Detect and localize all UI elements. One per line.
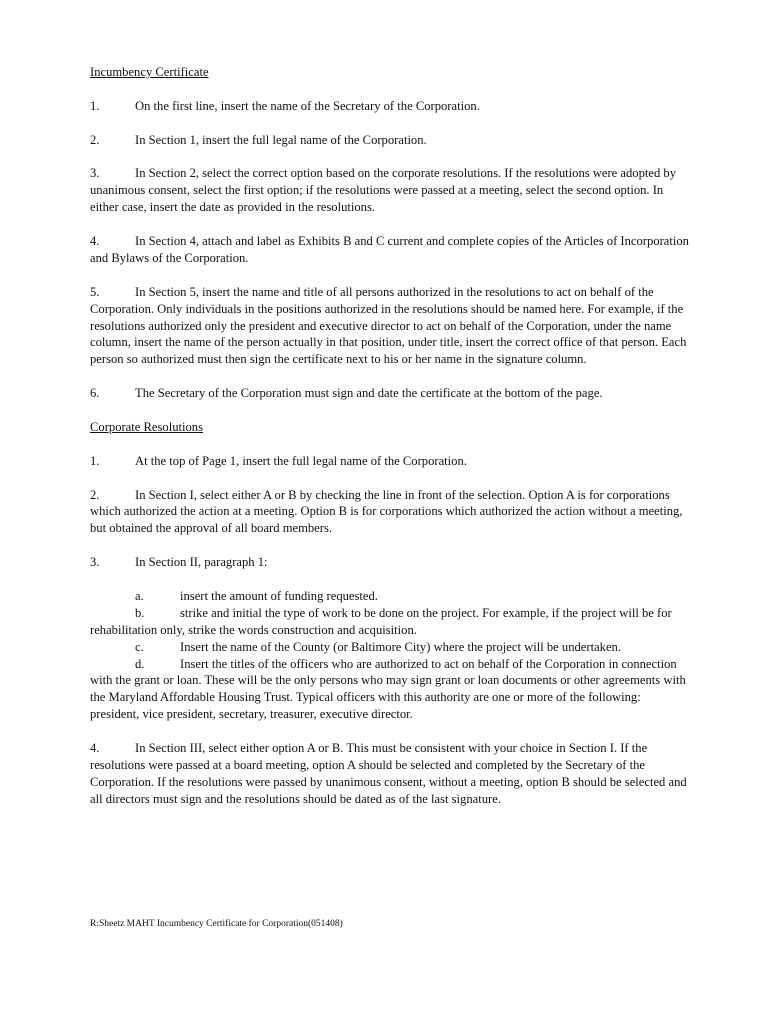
- incumbency-item-3: [90, 165, 690, 216]
- item-text: In Section III, select either option A or B. This must be consistent with your choice in Section I. If the resolutions were passed at a board meeting, option A should be selected and completed by the Secretary of the Corporation. If the resolutions were passed by unanimous consent, without a meeting, option B should be selected and all directors must sign and the resolutions should be dated as of the last signature.: [90, 741, 687, 806]
- corporate-resolutions-heading: Corporate Resolutions: [90, 419, 203, 434]
- item-number: 1.: [90, 453, 100, 468]
- subitem-text: insert the amount of funding requested.: [180, 588, 378, 603]
- incumbency-item-6: [90, 385, 690, 402]
- item-number: 4.: [90, 234, 100, 248]
- resolutions-item-2: [90, 487, 690, 538]
- subitem-c: [90, 639, 690, 656]
- item-number: 4.: [90, 741, 100, 756]
- item-text: In Section I, select either A or B by checking the line in front of the selection. Option A is for corporations which authorized the action at a meeting. Option B is for corporations which authorized the action without a meeting, but obtained the approval of all board members.: [90, 487, 683, 536]
- subitem-b: [90, 605, 690, 639]
- item-text: On the first line, insert the name of the Secretary of the Corporation.: [135, 98, 480, 113]
- incumbency-item-1: [90, 98, 690, 115]
- resolutions-item-4: [90, 740, 690, 808]
- subitem-letter: d.: [135, 656, 145, 671]
- incumbency-certificate-heading: Incumbency Certificate: [90, 65, 209, 79]
- item-text: In Section 2, select the correct option based on the corporate resolutions. If the resolutions were adopted by unanimous consent, select the first option; if the resolutions were passed at a meeting, select the second option. In either case, insert the date as provided in the resolutions.: [90, 166, 677, 215]
- item-number: 5.: [90, 284, 100, 299]
- subitem-a: [90, 588, 690, 605]
- subitem-d: [90, 656, 690, 724]
- document-footer: R:Sheetz MAHT Incumbency Certificate for Corporation(051408): [90, 919, 343, 929]
- resolutions-subitems: [90, 588, 690, 723]
- item-text: In Section II, paragraph 1:: [135, 555, 268, 570]
- subitem-letter: c.: [135, 639, 144, 654]
- item-number: 3.: [90, 555, 100, 570]
- item-number: 2.: [90, 132, 100, 147]
- item-number: 1.: [90, 98, 100, 113]
- item-text: The Secretary of the Corporation must sign and date the certificate at the bottom of the page.: [135, 386, 603, 401]
- item-text: In Section 1, insert the full legal name of the Corporation.: [135, 132, 427, 147]
- incumbency-item-4: [90, 233, 690, 267]
- item-text: At the top of Page 1, insert the full legal name of the Corporation.: [135, 453, 467, 468]
- resolutions-item-3: [90, 554, 690, 571]
- item-text: In Section 5, insert the name and title of all persons authorized in the resolutions to act on behalf of the Corporation. Only individuals in the positions authorized in the resolutions should be named here. For example, if the resolutions authorized only the president and executive director to act on behalf of the Corporation, under the name column, insert the name of the person actually in that position, under title, insert the correct office of that person. Each person so authorized must then sign the certificate next to his or her name in the signature column.: [90, 284, 687, 367]
- subitem-letter: a.: [135, 588, 144, 603]
- item-number: 3.: [90, 166, 100, 181]
- incumbency-item-2: [90, 132, 690, 149]
- incumbency-item-5: [90, 284, 690, 369]
- subitem-text: strike and initial the type of work to be done on the project. For example, if the project will be for rehabilitation only, strike the words construction and acquisition.: [90, 605, 672, 637]
- subitem-text: Insert the titles of the officers who are authorized to act on behalf of the Corporation in connection with the grant or loan. These will be the only persons who may sign grant or loan documents or other agreements with the Maryland Affordable Housing Trust. Typical officers with this authority are one or more of the following: president, vice president, secretary, treasurer, executive director.: [90, 656, 686, 722]
- document-body: [90, 64, 690, 825]
- resolutions-item-1: [90, 453, 690, 470]
- subitem-letter: b.: [135, 605, 145, 620]
- subitem-text: Insert the name of the County (or Baltimore City) where the project will be undertaken.: [180, 639, 621, 654]
- item-number: 2.: [90, 487, 100, 502]
- item-text: In Section 4, attach and label as Exhibits B and C current and complete copies of the Articles of Incorporation and Bylaws of the Corporation.: [90, 234, 689, 265]
- item-number: 6.: [90, 386, 100, 401]
